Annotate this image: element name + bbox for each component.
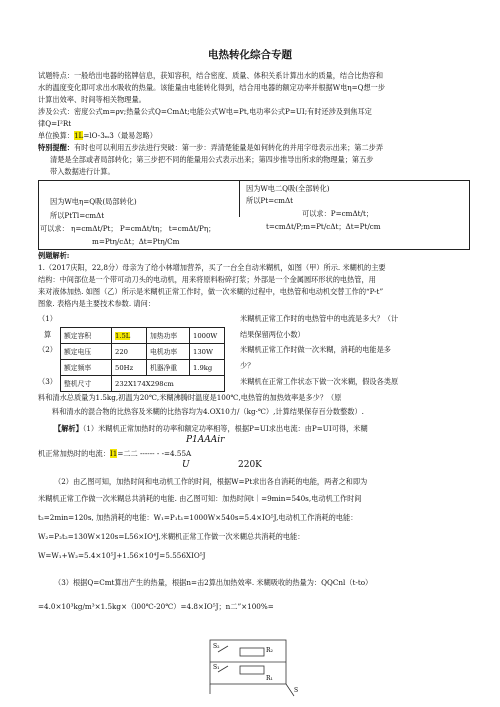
table-row [61,360,225,376]
fraction-bottom-right: 220K [238,460,262,470]
table-cell: 1000W [190,328,225,344]
table-row [61,376,225,392]
solution-line-7: W=W₁+W₂=5.4×10⁵J+1.56×10⁴J=5.556XIO⁵J [38,551,206,560]
unit-highlight: 1L [73,131,84,140]
q1-text: 米糊机正常工作时的电热管中的电流是多大？（计 [240,314,399,323]
formula-left-1: 因为W电η=Q吸(局部转化) [50,197,137,206]
label-s1: S₁ [213,664,220,671]
solution-line-5: t₂=2min=120s, 加热消耗的电能：W₁=P₁t₁=1000W×540s=5.4×IO⁵J,电动机工作消耗的电能： [38,513,358,522]
table-cell: 机器净重 [147,360,190,376]
label-r2: R₂ [266,647,273,654]
formula-box-divider [239,181,240,217]
table-cell: 电机功率 [147,344,190,360]
switch-s [286,684,294,696]
solution-label: 【解析】 [54,424,83,433]
tip-line-3: 带入数据进行计算。 [50,167,115,176]
formula-right-4: t=cmΔt/P;m=Pt/cΔt；Δt=Pt/cm [266,222,381,231]
tip-line-2: 清楚是全部或者局部转化；第三步把不同的能量用公式表示出来；第四步推导出所求的物理量；第五步 [50,155,374,164]
table-cell: 额定容积 [61,328,112,344]
q3-line-2: 料和清水总质量为1.5kg,初温为20℃,米糊沸腾时温度是100℃,电热管的加热效率是多少？（原 [38,393,342,402]
q1-number: （1） [38,314,57,323]
intro-line-1: 试题特点：一般给出电器的铭牌信息，获知容积，结合密度、质量、体积关系计算出水的质量，结合比热容和 [38,71,384,80]
table-cell: 额定电压 [61,344,112,360]
label-r1: R₁ [266,675,273,682]
q2-number: （2） [38,345,57,354]
solution-line-3: （2）由乙图可知，加热时间和电动机工作的时间，根据W=Pt求出各自消耗的电能，两者之和即为 [54,477,368,486]
params-table [60,327,225,392]
table-cell: 1.9kg [190,360,225,376]
solution-text-2: 机正常加热时的电流： [38,449,110,458]
resistor-r2 [240,648,264,656]
solution-text-2b: =二二 ------ - -=4.55A [117,449,192,458]
unit-post: =lO-3ₘ3（最易忽略） [83,131,157,140]
example-line-1: 1.（2017庆阳，22,8分）母亲为了给小林增加营养，买了一台全自动米糊机，如图（甲）所示. 米糊机的主要 [38,263,386,272]
formula-left-4: m=Ptη/cΔt；Δt=Ptη/Cm [92,237,180,246]
example-line-3: 来对液体加热. 如图（乙）所示是米糊机正常工作时，做一次米糊的过程中，电热管和电动机交替工作的“P-t” [38,287,384,296]
tip-label: 特别提醒： [38,143,74,152]
circuit-diagram [196,632,306,702]
q1-cont: 算 [44,330,52,339]
label-s: S [294,687,299,694]
q1-cont-2: 结果保留两位小数） [240,330,305,339]
highlighted-value: 1.5L [115,331,131,340]
example-line-4: 图象. 表格内是主要技术参数. 请问： [38,299,155,308]
table-cell: 130W [190,344,225,360]
fraction-bottom-left: U [182,460,190,470]
intro-line-3: 计算出效率、时间等相关物理量。 [38,95,146,104]
table-cell: 232X174X298cm [112,376,225,392]
tip-line-1 [38,142,470,153]
intro-line-2: 水的温度变化即可求出水吸收的热量。该能量由电能转化得到，结合用电器的额定功率并根据W电η=Q想一步 [38,83,386,92]
formula-right-2: 所以Pt=cmΔt [246,196,294,205]
formula-left-3: 可以求： η=cmΔt/Pt； P=cmΔt/tη； t=cmΔt/Pη； [40,224,216,233]
q2-cont: 少？ [240,361,255,370]
q2-text: 米糊机正常工作时做一次米糊，消耗的电能是多 [240,345,391,354]
table-cell: 50Hz [112,360,147,376]
table-cell: 整机尺寸 [61,376,112,392]
current-symbol-highlight: I1 [109,449,118,458]
formula-right-3: 可以求：P=cmΔt/t； [302,209,374,218]
unit-conversion [38,130,470,141]
q3-text: 米糊机在正常工作状态下做一次米糊，假设各类原 [240,377,399,386]
table-cell: 220 [112,344,147,360]
solution-line-2 [38,448,191,459]
table-cell: 加热功率 [147,328,190,344]
example-line-2: 结构：中间部位是一个带可动刀头的电动机，用来将原料粉碎打浆；外部是一个金属圆环形状的电热管，用 [38,275,376,284]
formula-right-1: 因为W电二Q吸(全部转化) [246,184,330,193]
table-cell: 额定频率 [61,360,112,376]
unit-pre: 单位换算： [38,131,74,140]
fraction-top: P1AAAir [186,435,225,445]
q3-number: （3） [38,377,57,386]
solution-line-1 [54,423,368,434]
solution-line-4: 米糊机正常工作做一次米糊总共消耗的电能. 由乙图可知：加热时间t｜=9min=540s,电动机工作时间 [38,494,362,503]
solution-line-9: =4.0×10³kg/m³×1.5kg×（l00℃-20℃）=4.8×IO⁵J；n二”×100%= [38,602,274,611]
solution-text-1: （1）米糊机正常加热时的功率和额定功率相等，根据P=UI求出电流：由P=UI可得，米糊 [82,424,368,433]
resistor-r1 [240,666,264,674]
q3-line-3: 料和清水的混合物的比热容及米糊的比热容均为4.OX10力/（kg·℃）,计算结果保存百分数整数）. [52,407,364,416]
tip-text-1: 有时也可以利用五步法进行突破：第一步：弄清楚能量是如何转化的并用字母表示出来；第二步弄 [73,143,384,152]
solution-line-8: （3）根据Q=Cmt算出产生的热量，根据n=击2算出加热效率. 米糊吸收的热量为：QQCnl（t-to） [54,578,373,587]
formula-left-2: 所以PtTl=cmΔt [50,211,105,220]
table-row [61,344,225,360]
intro-line-5: 律Q=I²Rt [38,119,72,128]
label-s2: S₂ [213,643,220,650]
page-title: 电热转化综合专题 [208,49,292,61]
table-row [61,328,225,344]
table-cell [112,328,147,344]
intro-line-4: 涉及公式：密度公式m=ρv;热量公式Q=CmΔt;电能公式W电=Pt,电功率公式P=UI;有时还涉及到焦耳定 [38,107,372,116]
example-header: 例题解析: [38,251,70,260]
solution-line-6: W₂=P₂t₂=130W×120s=L56×IO⁴J,米糊机正常工作做一次米糊总共消耗的电能： [38,532,305,541]
